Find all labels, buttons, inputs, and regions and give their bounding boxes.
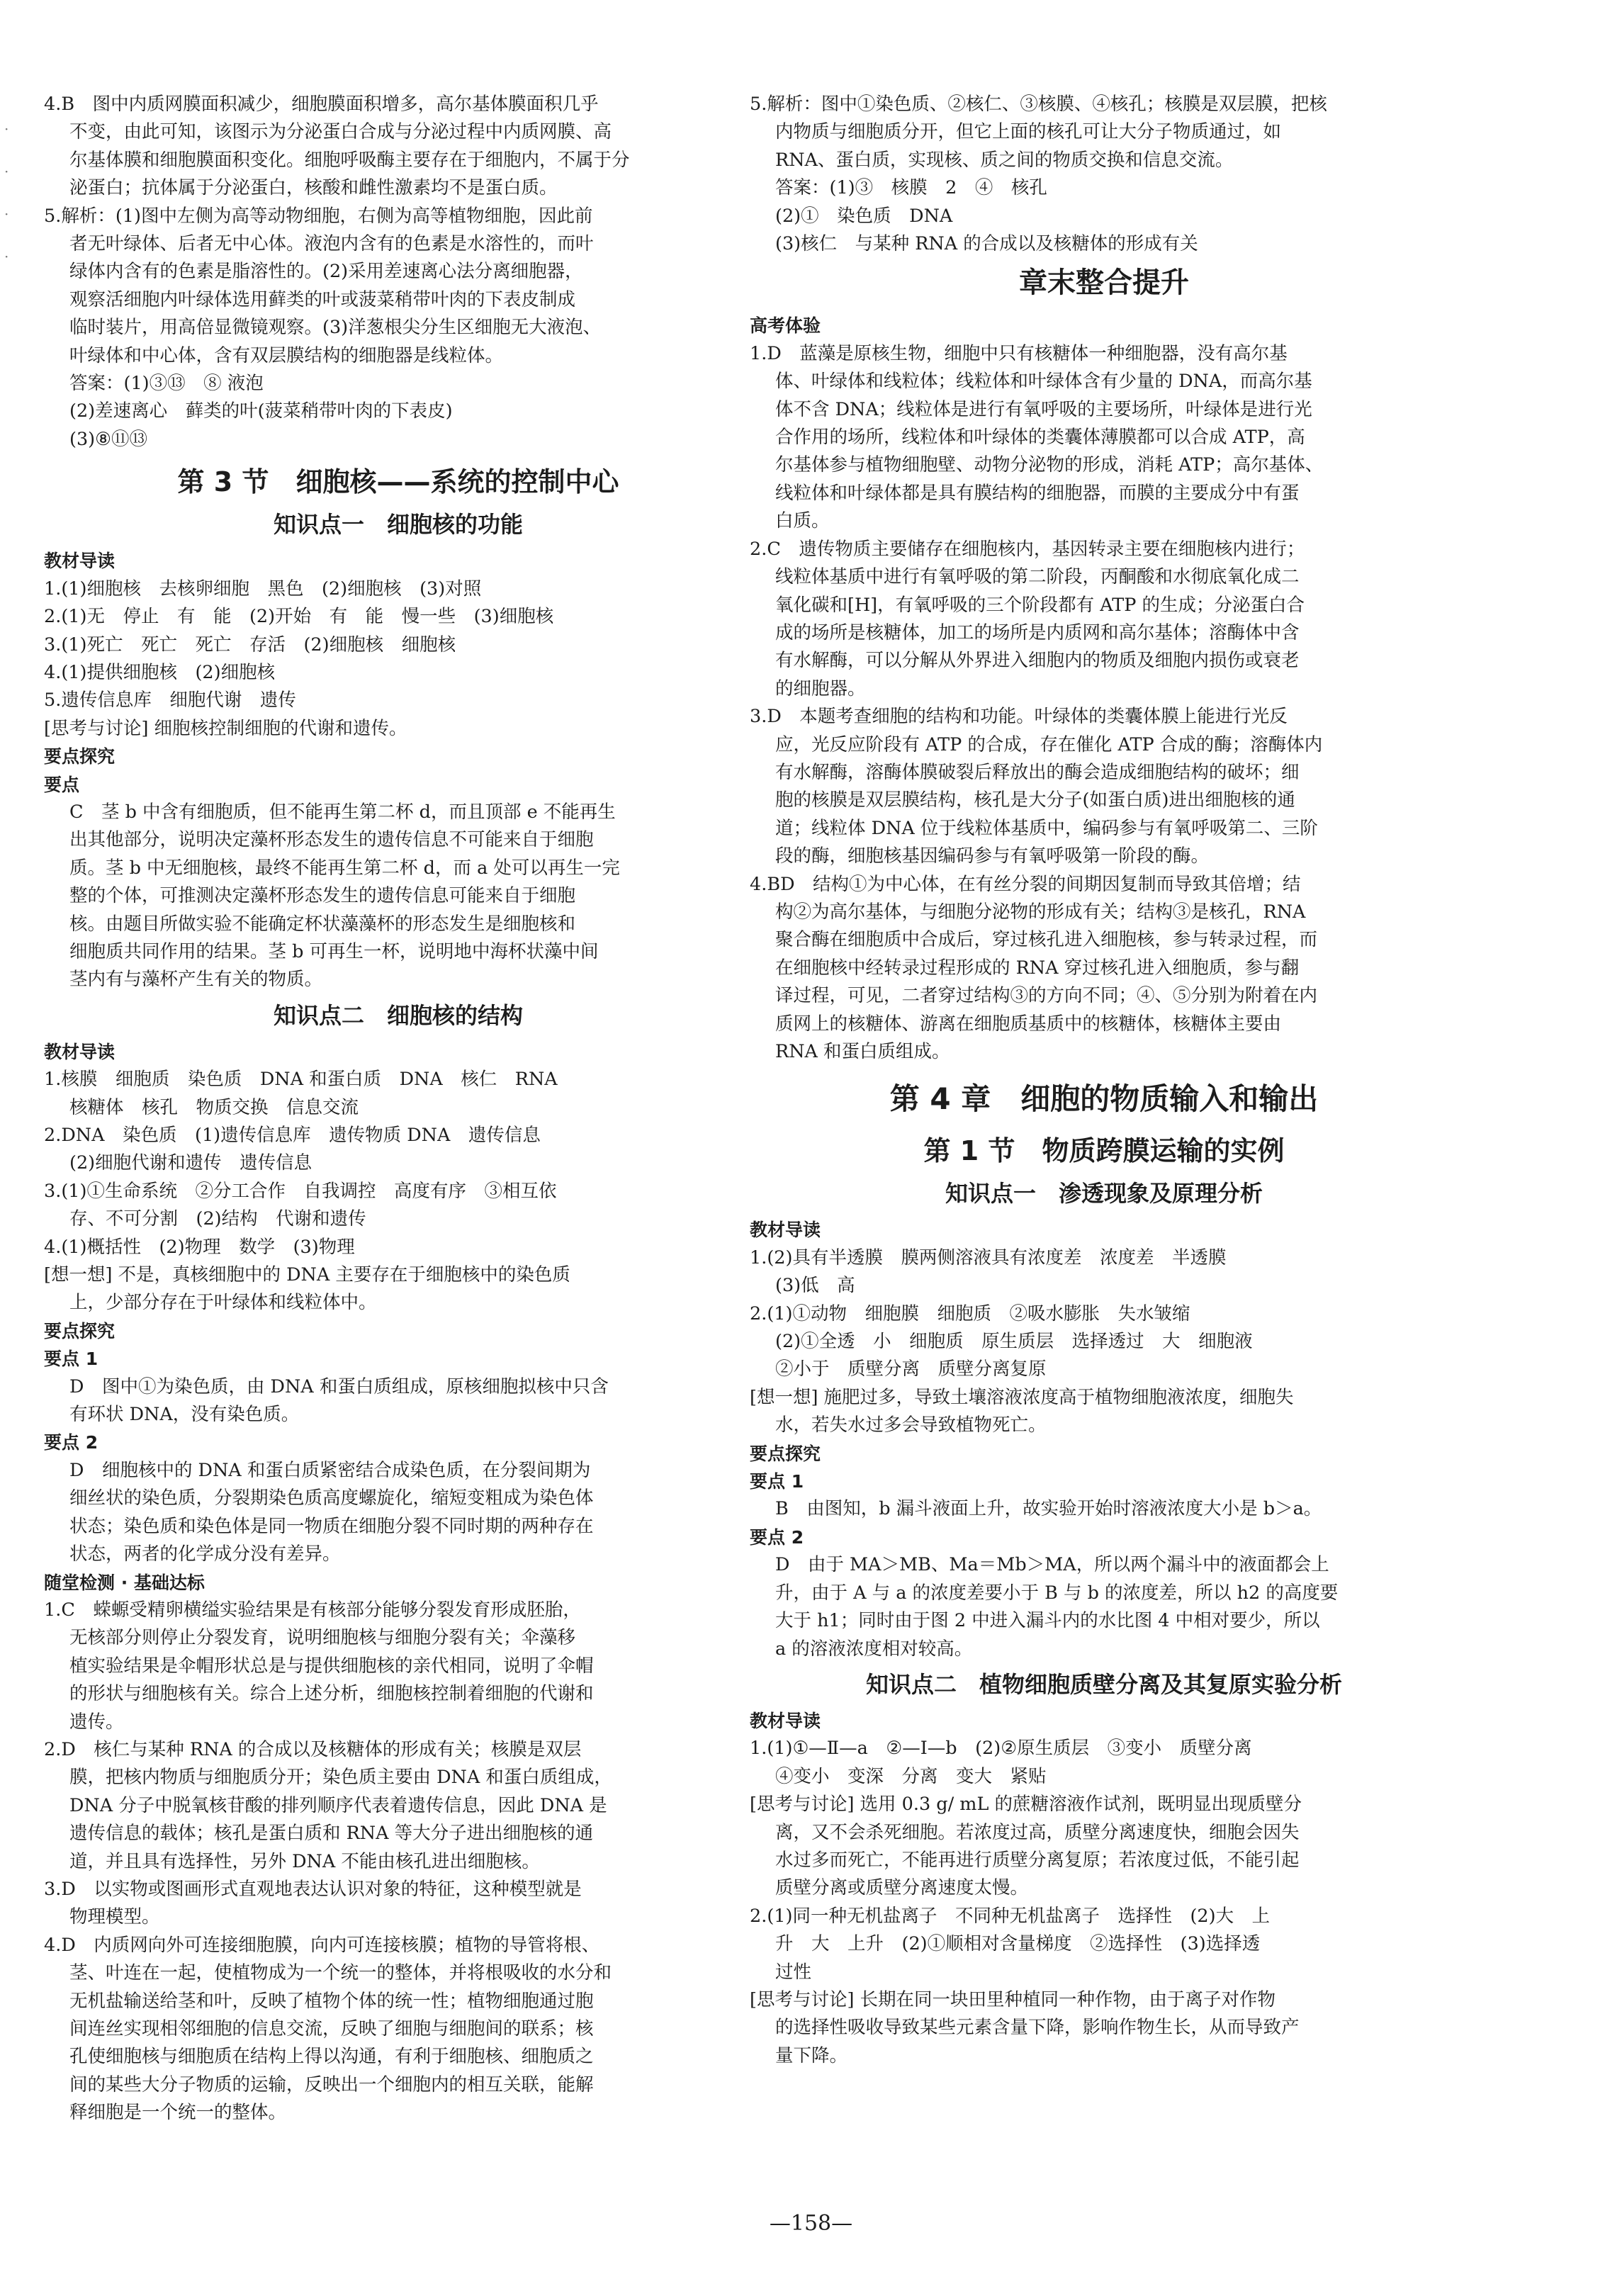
text-line: [想一想] 不是，真核细胞中的 DNA 主要存在于细胞核中的染色质 (44, 1264, 570, 1286)
text-line: 5.遗传信息库 细胞代谢 遗传 (44, 690, 296, 711)
text-line: 2.D 核仁与某种 RNA 的合成以及核糖体的形成有关；核膜是双层 (44, 1738, 582, 1760)
text-line: 构②为高尔基体，与细胞分泌物的形成有关；结构③是核孔，RNA (775, 901, 1306, 923)
text-line: 有水解酶，溶酶体膜破裂后释放出的酶会造成细胞结构的破坏；细 (775, 761, 1300, 783)
right-column (750, 91, 1458, 2070)
text-line: (2)①全透 小 细胞质 原生质层 选择透过 大 细胞液 (775, 1331, 1253, 1353)
subheading: 教材导读 (750, 1710, 821, 1731)
text-line: 尔基体膜和细胞膜面积变化。细胞呼吸酶主要存在于细胞内，不属于分 (69, 149, 630, 171)
text-line: 1.(1)细胞核 去核卵细胞 黑色 (2)细胞核 (3)对照 (44, 578, 482, 600)
text-line: D 细胞核中的 DNA 和蛋白质紧密结合成染色质，在分裂间期为 (69, 1459, 591, 1481)
subheading: 要点 1 (750, 1471, 804, 1492)
review-title: 章末整合提升 (1019, 266, 1189, 300)
text-line: 的形状与细胞核有关。综合上述分析，细胞核控制着细胞的代谢和 (69, 1683, 594, 1705)
text-line: 叶绿体和中心体，含有双层膜结构的细胞器是线粒体。 (69, 344, 504, 366)
text-line: B 由图知，b 漏斗液面上升，故实验开始时溶液浓度大小是 b＞a。 (775, 1498, 1322, 1520)
text-line: 无机盐输送给茎和叶，反映了植物个体的统一性；植物细胞通过胞 (69, 1990, 594, 2012)
chapter-title: 第 4 章 细胞的物质输入和输出 (889, 1081, 1319, 1117)
text-line: 泌蛋白；抗体属于分泌蛋白，核酸和雌性激素均不是蛋白质。 (69, 177, 558, 199)
text-line: 2.(1)①动物 细胞膜 细胞质 ②吸水膨胀 失水皱缩 (750, 1302, 1190, 1324)
text-line: 间的某些大分子物质的运输，反映出一个细胞内的相互关联，能解 (69, 2073, 594, 2095)
text-line: ②小于 质壁分离 质壁分离复原 (775, 1358, 1047, 1380)
subheading: 要点探究 (750, 1443, 821, 1464)
text-line: 线粒体和叶绿体都是具有膜结构的细胞器，而膜的主要成分中有蛋 (775, 482, 1300, 504)
subheading: 高考体验 (750, 315, 821, 337)
knowledge-point-title: 知识点二 细胞核的结构 (273, 1001, 523, 1029)
text-line: 水，若失水过多会导致植物死亡。 (775, 1414, 1047, 1436)
text-line: [想一想] 施肥过多，导致土壤溶液浓度高于植物细胞液浓度，细胞失 (750, 1386, 1294, 1408)
text-line: 大于 h1；同时由于图 2 中进入漏斗内的水比图 4 中相对要少，所以 (775, 1610, 1320, 1632)
text-line: 出其他部分，说明决定藻杯形态发生的遗传信息不可能来自于细胞 (69, 829, 594, 851)
text-line: RNA 和蛋白质组成。 (775, 1041, 950, 1062)
text-line: 整的个体，可推测决定藻杯形态发生的遗传信息可能来自于细胞 (69, 885, 576, 907)
section-title: 第 3 节 细胞核——系统的控制中心 (177, 466, 619, 498)
text-line: 的细胞器。 (775, 677, 866, 699)
text-line: 量下降。 (775, 2044, 848, 2066)
text-line: DNA 分子中脱氧核苷酸的排列顺序代表着遗传信息，因此 DNA 是 (69, 1794, 607, 1816)
text-line: 2.(1)同一种无机盐离子 不同种无机盐离子 选择性 (2)大 上 (750, 1905, 1271, 1927)
text-line: 质。茎 b 中无细胞核，最终不能再生第二杯 d，而 a 处可以再生一完 (69, 857, 620, 879)
text-line: (2)细胞代谢和遗传 遗传信息 (69, 1152, 312, 1174)
text-line: 尔基体参与植物细胞壁、动物分泌物的形成，消耗 ATP；高尔基体、 (775, 454, 1324, 476)
text-line: 氧化碳和[H]，有氧呼吸的三个阶段都有 ATP 的生成；分泌蛋白合 (775, 594, 1305, 616)
text-line: 孔使细胞核与细胞质在结构上得以沟通，有利于细胞核、细胞质之 (69, 2046, 594, 2068)
text-line: 有水解酶，可以分解从外界进入细胞内的物质及细胞内损伤或衰老 (775, 650, 1300, 672)
text-line: 线粒体基质中进行有氧呼吸的第二阶段，丙酮酸和水彻底氧化成二 (775, 566, 1300, 588)
subheading: 要点 2 (750, 1526, 804, 1548)
text-line: (3)核仁 与某种 RNA 的合成以及核糖体的形成有关 (775, 233, 1198, 255)
subheading: 要点探究 (44, 746, 116, 767)
text-line: 过性 (775, 1961, 812, 1983)
text-line: 2.DNA 染色质 (1)遗传信息库 遗传物质 DNA 遗传信息 (44, 1125, 541, 1146)
text-line: 1.核膜 细胞质 染色质 DNA 和蛋白质 DNA 核仁 RNA (44, 1069, 558, 1091)
text-line: 升 大 上升 (2)①顺相对含量梯度 ②选择性 (3)选择透 (775, 1933, 1261, 1955)
text-line: 2.C 遗传物质主要储存在细胞核内，基因转录主要在细胞核内进行； (750, 538, 1305, 560)
text-line: a 的溶液浓度相对较高。 (775, 1638, 973, 1660)
subheading: 教材导读 (44, 1041, 116, 1062)
text-line: 白质。 (775, 510, 830, 532)
section-title: 第 1 节 物质跨膜运输的实例 (923, 1135, 1285, 1167)
text-line: 体、叶绿体和线粒体；线粒体和叶绿体含有少量的 DNA，而高尔基 (775, 371, 1312, 393)
text-line: 道，并且具有选择性，另外 DNA 不能由核孔进出细胞核。 (69, 1850, 540, 1872)
text-line: 1.D 蓝藻是原核生物，细胞中只有核糖体一种细胞器，没有高尔基 (750, 342, 1288, 364)
text-line: 译过程，可见，二者穿过结构③的方向不同；④、⑤分别为附着在内 (775, 985, 1318, 1007)
page-number: —158— (769, 2211, 853, 2236)
text-line: 在细胞核中经转录过程形成的 RNA 穿过核孔进入细胞质，参与翻 (775, 957, 1300, 979)
text-line: 3.D 以实物或图画形式直观地表达认识对象的特征，这种模型就是 (44, 1878, 582, 1900)
text-line: 1.(2)具有半透膜 膜两侧溶液具有浓度差 浓度差 半透膜 (750, 1247, 1227, 1268)
text-line: 升，由于 A 与 a 的浓度差要小于 B 与 b 的浓度差，所以 h2 的高度要 (775, 1582, 1339, 1604)
text-line: 4.B 图中内质网膜面积减少，细胞膜面积增多，高尔基体膜面积几乎 (44, 94, 599, 115)
text-line: 茎、叶连在一起，使植物成为一个统一的整体，并将根吸收的水分和 (69, 1962, 612, 1984)
knowledge-point-title: 知识点一 细胞核的功能 (273, 511, 523, 539)
margin-mark: · (4, 163, 9, 180)
margin-mark: · (4, 120, 9, 137)
text-line: 的选择性吸收导致某些元素含量下降，影响作物生长，从而导致产 (775, 2017, 1300, 2039)
text-line: 4.(1)提供细胞核 (2)细胞核 (44, 661, 276, 683)
text-line: [思考与讨论] 细胞核控制细胞的代谢和遗传。 (44, 717, 407, 739)
text-line: 答案：(1)③ 核膜 2 ④ 核孔 (775, 177, 1047, 199)
subheading: 教材导读 (44, 551, 116, 572)
text-line: 2.(1)无 停止 有 能 (2)开始 有 能 慢一些 (3)细胞核 (44, 606, 554, 628)
text-line: 3.D 本题考查细胞的结构和功能。叶绿体的类囊体膜上能进行光反 (750, 706, 1288, 728)
text-line: 释细胞是一个统一的整体。 (69, 2102, 287, 2124)
text-line: 存、不可分割 (2)结构 代谢和遗传 (69, 1208, 366, 1230)
text-line: 遗传。 (69, 1711, 124, 1733)
text-line: 体不含 DNA；线粒体是进行有氧呼吸的主要场所，叶绿体是进行光 (775, 398, 1312, 420)
text-line: 核。由题目所做实验不能确定杯状藻藻杯的形态发生是细胞核和 (69, 913, 576, 935)
subheading: 要点 (44, 774, 80, 795)
text-line: 观察活细胞内叶绿体选用藓类的叶或菠菜稍带叶肉的下表皮制成 (69, 288, 576, 310)
text-line: 植实验结果是伞帽形状总是与提供细胞核的亲代相同，说明了伞帽 (69, 1655, 594, 1677)
left-column (44, 91, 753, 2127)
text-line: 水过多而死亡，不能再进行质壁分离复原；若浓度过低，不能引起 (775, 1849, 1300, 1871)
text-line: (3)低 高 (775, 1275, 855, 1297)
text-line: 质壁分离或质壁分离速度太慢。 (775, 1877, 1029, 1899)
text-line: 临时装片，用高倍显微镜观察。(3)洋葱根尖分生区细胞无大液泡、 (69, 317, 602, 339)
text-line: (2)差速离心 藓类的叶(菠菜稍带叶肉的下表皮) (69, 400, 453, 422)
text-line: 4.BD 结构①为中心体，在有丝分裂的间期因复制而导致其倍增；结 (750, 873, 1301, 895)
text-line: 1.(1)①—Ⅱ—a ②—Ⅰ—b (2)②原生质层 ③变小 质壁分离 (750, 1738, 1252, 1760)
text-line: 4.D 内质网向外可连接细胞膜，向内可连接核膜；植物的导管将根、 (44, 1934, 600, 1956)
margin-marks (4, 120, 20, 291)
text-line: 1.C 蝾螈受精卵横缢实验结果是有核部分能够分裂发育形成胚胎， (44, 1599, 581, 1621)
text-line: ④变小 变深 分离 变大 紧贴 (775, 1765, 1047, 1787)
text-line: [思考与讨论] 长期在同一块田里种植同一种作物，由于离子对作物 (750, 1988, 1276, 2010)
text-line: 合作用的场所，线粒体和叶绿体的类囊体薄膜都可以合成 ATP，高 (775, 427, 1305, 449)
text-line: 间连丝实现相邻细胞的信息交流，反映了细胞与细胞间的联系；核 (69, 2018, 594, 2039)
text-line: 3.(1)①生命系统 ②分工合作 自我调控 高度有序 ③相互依 (44, 1180, 557, 1202)
text-line: 质网上的核糖体、游离在细胞质基质中的核糖体，核糖体主要由 (775, 1013, 1282, 1035)
text-line: [思考与讨论] 选用 0.3 g/ mL 的蔗糖溶液作试剂，既明显出现质壁分 (750, 1794, 1302, 1816)
text-line: 5.解析：图中①染色质、②核仁、③核膜、④核孔；核膜是双层膜，把核 (750, 94, 1327, 115)
text-line: 有环状 DNA，没有染色质。 (69, 1404, 300, 1426)
text-line: 3.(1)死亡 死亡 死亡 存活 (2)细胞核 细胞核 (44, 634, 456, 655)
text-line: 物理模型。 (69, 1906, 160, 1928)
margin-mark: · (4, 206, 9, 223)
text-line: 者无叶绿体、后者无中心体。液泡内含有的色素是水溶性的，而叶 (69, 233, 594, 255)
text-line: 遗传信息的载体；核孔是蛋白质和 RNA 等大分子进出细胞核的通 (69, 1823, 594, 1845)
text-line: D 图中①为染色质，由 DNA 和蛋白质组成，原核细胞拟核中只含 (69, 1375, 609, 1397)
text-line: 成的场所是核糖体，加工的场所是内质网和高尔基体；溶酶体中含 (775, 621, 1300, 643)
text-line: 上，少部分存在于叶绿体和线粒体中。 (69, 1292, 377, 1314)
text-line: 离，又不会杀死细胞。若浓度过高，质壁分离速度快，细胞会因失 (775, 1821, 1300, 1843)
text-line: 膜，把核内物质与细胞质分开；染色质主要由 DNA 和蛋白质组成， (69, 1767, 612, 1789)
text-line: 道；线粒体 DNA 位于线粒体基质中，编码参与有氧呼吸第二、三阶 (775, 817, 1318, 839)
text-line: 绿体内含有的色素是脂溶性的。(2)采用差速离心法分离细胞器， (69, 261, 583, 283)
text-line: (3)⑧⑪⑬ (69, 428, 147, 450)
subheading: 要点探究 (44, 1320, 116, 1341)
text-line: 段的酶，细胞核基因编码参与有氧呼吸第一阶段的酶。 (775, 845, 1210, 867)
text-line: 细丝状的染色质，分裂期染色质高度螺旋化，缩短变粗成为染色体 (69, 1487, 594, 1509)
text-line: 状态，两者的化学成分没有差异。 (69, 1543, 341, 1565)
text-line: 核糖体 核孔 物质交换 信息交流 (69, 1096, 359, 1118)
text-line: RNA、蛋白质，实现核、质之间的物质交换和信息交流。 (775, 149, 1234, 171)
text-line: 内物质与细胞质分开，但它上面的核孔可让大分子物质通过，如 (775, 121, 1282, 143)
text-line: 状态；染色质和染色体是同一物质在细胞分裂不同时期的两种存在 (69, 1515, 594, 1537)
knowledge-point-title: 知识点二 植物细胞质壁分离及其复原实验分析 (865, 1670, 1342, 1698)
text-line: D 由于 MA＞MB、Ma＝Mb＞MA，所以两个漏斗中的液面都会上 (775, 1554, 1329, 1576)
text-line: 4.(1)概括性 (2)物理 数学 (3)物理 (44, 1236, 355, 1258)
text-line: 无核部分则停止分裂发育，说明细胞核与细胞分裂有关；伞藻移 (69, 1627, 576, 1649)
text-line: 不变，由此可知，该图示为分泌蛋白合成与分泌过程中内质网膜、高 (69, 121, 612, 143)
text-line: 茎内有与藻杯产生有关的物质。 (69, 969, 323, 991)
subheading: 要点 1 (44, 1349, 98, 1370)
text-line: C 茎 b 中含有细胞质，但不能再生第二杯 d，而且顶部 e 不能再生 (69, 801, 616, 823)
margin-mark: · (4, 248, 9, 265)
subheading: 随堂检测 · 基础达标 (44, 1572, 205, 1593)
subheading: 教材导读 (750, 1220, 821, 1241)
text-line: 5.解析：(1)图中左侧为高等动物细胞，右侧为高等植物细胞，因此前 (44, 205, 593, 227)
text-line: 胞的核膜是双层膜结构，核孔是大分子(如蛋白质)进出细胞核的通 (775, 789, 1295, 811)
subheading: 要点 2 (44, 1432, 98, 1453)
text-line: 应，光反应阶段有 ATP 的合成，存在催化 ATP 合成的酶；溶酶体内 (775, 733, 1323, 755)
text-line: (2)① 染色质 DNA (775, 205, 953, 227)
text-line: 细胞质共同作用的结果。茎 b 可再生一杯，说明地中海杯状藻中间 (69, 940, 599, 962)
text-line: 答案：(1)③⑬ ⑧ 液泡 (69, 373, 264, 395)
knowledge-point-title: 知识点一 渗透现象及原理分析 (945, 1180, 1263, 1208)
text-line: 聚合酶在细胞质中合成后，穿过核孔进入细胞核，参与转录过程，而 (775, 929, 1318, 951)
